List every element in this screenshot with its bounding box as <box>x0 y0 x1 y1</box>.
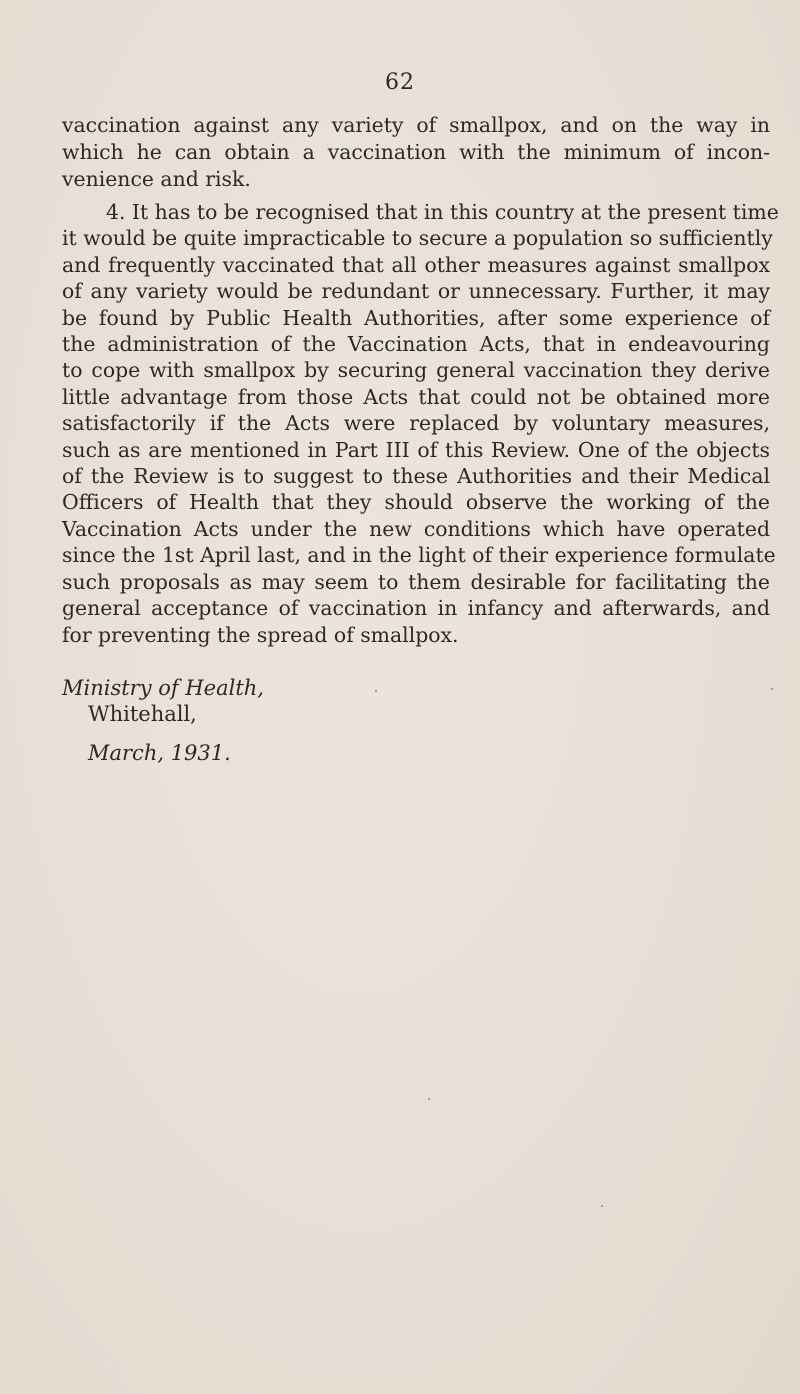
text-line: Vaccination Acts under the new conditions which have operated <box>62 517 770 541</box>
text-line: Officers of Health that they should observe the working of the <box>62 490 770 514</box>
text-line: vaccination against any variety of smallpox, and on the way in <box>62 113 770 137</box>
text-line: of any variety would be redundant or unnecessary. Further, it may <box>62 279 770 303</box>
signature-date: March, 1931. <box>88 741 231 765</box>
text-line: for preventing the spread of smallpox. <box>62 623 459 647</box>
text-line: general acceptance of vaccination in infancy and afterwards, and <box>62 596 770 620</box>
page-number: 62 <box>385 70 415 95</box>
text-line: which he can obtain a vaccination with the minimum of incon- <box>62 140 770 164</box>
paper-speck <box>375 690 377 692</box>
text-line: venience and risk. <box>62 167 251 191</box>
paper-speck <box>601 1205 603 1207</box>
text-line: the administration of the Vaccination Acts, that in endeavouring <box>62 332 770 356</box>
text-line: such proposals as may seem to them desirable for facilitating the <box>62 570 770 594</box>
text-line: be found by Public Health Authorities, after some experience of <box>62 306 770 330</box>
text-line: of the Review is to suggest to these Authorities and their Medical <box>62 464 770 488</box>
text-line: and frequently vaccinated that all other measures against smallpox <box>62 253 770 277</box>
paper-speck <box>771 688 773 690</box>
text-line: it would be quite impracticable to secure a population so sufficiently <box>62 226 773 250</box>
text-line: satisfactorily if the Acts were replaced by voluntary measures, <box>62 411 770 435</box>
text-line: to cope with smallpox by securing general vaccination they derive <box>62 358 770 382</box>
text-line: since the 1st April last, and in the light of their experience formulate <box>62 543 776 567</box>
signature-organization: Ministry of Health, <box>62 676 264 700</box>
text-line: such as are mentioned in Part III of this Review. One of the objects <box>62 438 770 462</box>
paper-speck <box>428 1098 430 1100</box>
text-line: little advantage from those Acts that could not be obtained more <box>62 385 770 409</box>
text-line: 4. It has to be recognised that in this country at the present time <box>106 200 779 224</box>
signature-place: Whitehall, <box>88 702 197 726</box>
